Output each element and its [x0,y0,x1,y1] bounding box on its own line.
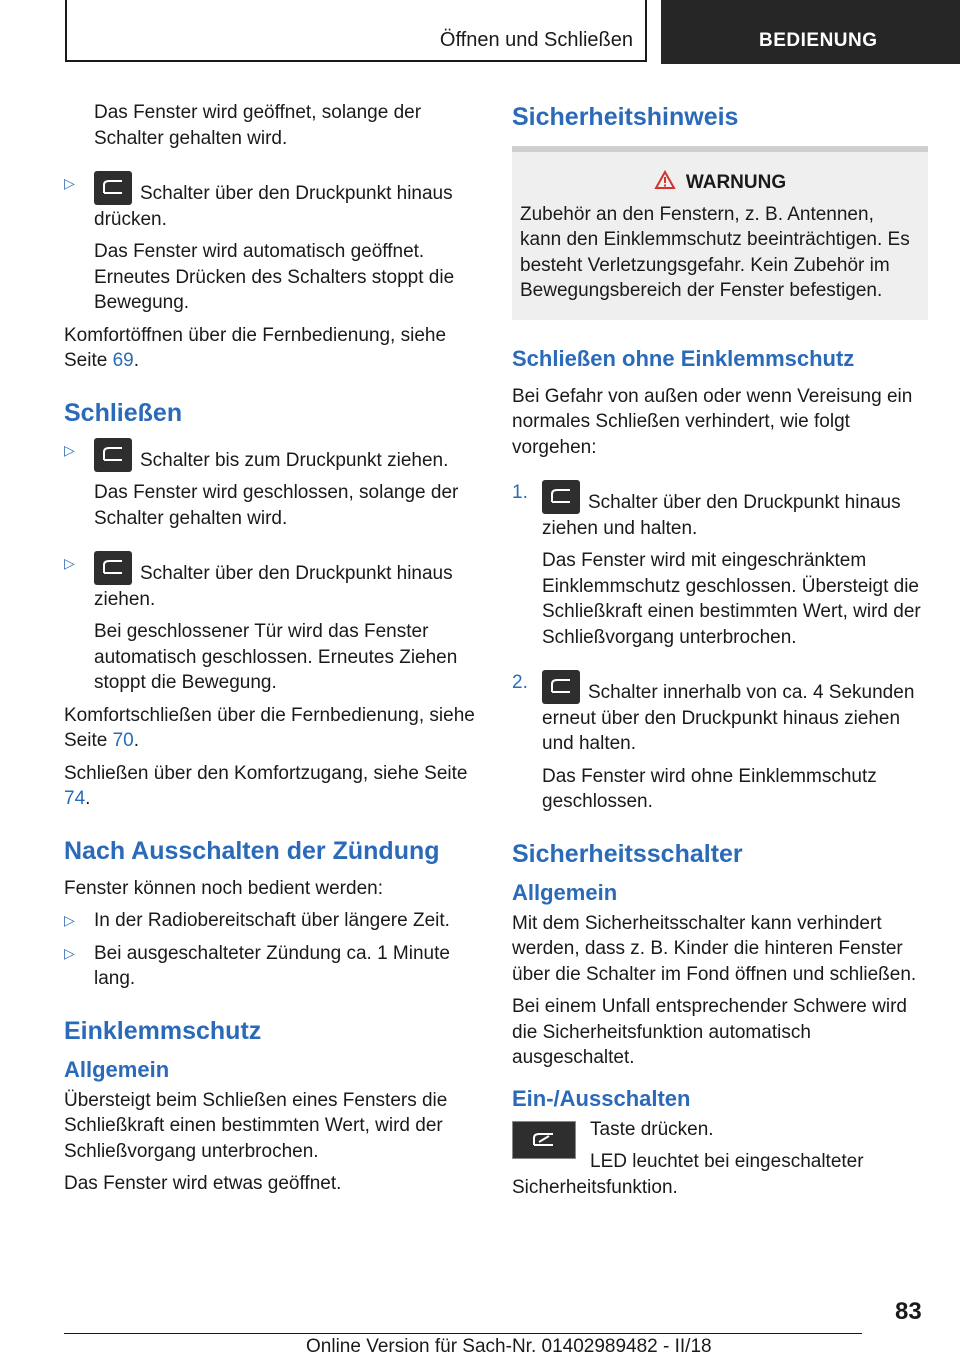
paragraph: Bei einem Unfall entsprechender Schwere wird die Sicherheitsfunktion automatisch ausgeschaltet. [512,996,907,1068]
list-item [64,171,480,232]
window-switch-icon [542,480,580,514]
window-switch-icon [94,551,132,585]
page-link[interactable]: 74 [64,788,86,809]
list-item-text: Schalter über den Druckpunkt hinaus drücken. [94,183,453,230]
paragraph: Taste drücken. [590,1118,714,1140]
triangle-bullet-icon: ▷ [64,441,75,458]
heading-sicherheitsschalter: Sicherheitsschalter [512,839,743,868]
komfort-open-text: Komfortöffnen über die Fernbedienung, siehe Seite [64,324,447,371]
paragraph: Komfortöffnen über die Fernbedienung, siehe Seite 69. [64,324,447,371]
window-switch-icon [94,438,132,472]
paragraph: Komfortschließen über die Fernbedienung, siehe Seite 70. [64,704,475,751]
list-item [512,670,928,757]
warning-text: Zubehör an den Fenstern, z. B. Antennen, kann den Einklemmschutz beeinträchtigen. Es besteht Verletzungsgefahr. Kein Zubehör im Bewegungsbereich der Fenster befestigen. [520,203,910,301]
paragraph: Das Fenster wird ohne Einklemmschutz geschlossen. [542,765,877,812]
paragraph: Das Fenster wird etwas geöffnet. [64,1173,342,1194]
warning-box [512,146,928,320]
paragraph: LED leuchtet bei eingeschalteter Sicherheitsfunktion. [512,1151,864,1198]
heading-schliessen: Schließen [64,398,183,427]
paragraph: Bei geschlossener Tür wird das Fenster automatisch geschlossen. Erneutes Ziehen stoppt die Bewegung. [94,621,458,693]
header-chapter [661,0,960,64]
triangle-bullet-icon: ▷ [64,175,75,191]
list-item-text: In der Radiobereitschaft über längere Zeit. [94,910,450,931]
list-item-text: Schalter über den Druckpunkt hinaus ziehen und halten. [542,492,901,539]
page-number: 83 [895,1298,922,1325]
right-column [512,100,928,1207]
paragraph: Fenster können noch bedient werden: [64,877,383,899]
page-link[interactable]: 70 [112,730,134,751]
paragraph: Das Fenster wird geschlossen, solange der Schalter gehalten wird. [94,482,459,529]
list-item [64,438,480,474]
paragraph: Das Fenster wird mit eingeschränktem Einklemmschutz geschlossen. Übersteigt die Schließkraft einen bestimmten Wert, wird der Schließvorgang unterbrochen. [542,550,921,648]
triangle-bullet-icon: ▷ [64,555,75,571]
paragraph: Das Fenster wird geöffnet, solange der Schalter gehalten wird. [94,102,422,149]
paragraph: Bei Gefahr von außen oder wenn Vereisung ein normales Schließen verhindert, wie folgt vorgehen: [512,385,913,458]
header-chapter-label: BEDIENUNG [759,30,878,51]
list-item-text: Schalter bis zum Druckpunkt ziehen. [140,449,449,471]
paragraph: Übersteigt beim Schließen eines Fensters die Schließkraft einen bestimmten Wert, wird der Schließvorgang unterbrochen. [64,1089,448,1162]
heading-sicherheitshinweis: Sicherheitshinweis [512,103,739,131]
heading-ein-ausschalten: Ein-/Ausschalten [512,1085,691,1111]
heading-allgemein: Allgemein [512,879,618,905]
paragraph: Mit dem Sicherheitsschalter kann verhindert werden, dass z. B. Kinder die hinteren Fenster über die Schalter im Fond öffnen und schließen. [512,912,917,985]
window-switch-icon [542,670,580,704]
triangle-bullet-icon: ▷ [64,944,75,961]
list-item-text: Schalter innerhalb von ca. 4 Sekunden erneut über den Druckpunkt hinaus ziehen und halten. [542,682,915,754]
footer-divider [64,1333,862,1334]
window-switch-icon [94,171,132,205]
left-column [64,100,480,1204]
list-item [64,941,480,992]
footer-version: Online Version für Sach-Nr. 01402989482 - II/18 [306,1336,712,1357]
komfort-close-text: Komfortschließen über die Fernbedienung, siehe Seite [64,704,475,751]
warning-title [520,170,920,196]
warning-triangle-icon [654,170,676,190]
safety-switch-button-icon [512,1121,576,1159]
triangle-bullet-icon: ▷ [64,912,75,928]
heading-ohne-einklemmschutz: Schließen ohne Einklemmschutz [512,345,855,371]
header-section-title: Öffnen und Schließen [65,0,647,62]
warning-title-text: WARNUNG [685,172,787,193]
heading-nach-ausschalten: Nach Ausschalten der Zündung [64,836,440,865]
page-link[interactable]: 69 [112,350,134,371]
heading-einklemmschutz: Einklemmschutz [64,1016,262,1045]
paragraph: Das Fenster wird automatisch geöffnet. Erneutes Drücken des Schalters stoppt die Bewegung. [94,241,455,313]
list-item [512,480,928,541]
komfortzugang-text: Schließen über den Komfortzugang, siehe Seite [64,762,468,784]
list-item-text: Schalter über den Druckpunkt hinaus ziehen. [94,563,453,610]
list-item-text: Bei ausgeschalteter Zündung ca. 1 Minute lang. [94,942,450,989]
heading-allgemein: Allgemein [64,1056,170,1082]
list-item [64,551,480,612]
paragraph: Schließen über den Komfortzugang, siehe Seite 74. [64,762,468,809]
list-item [64,908,480,934]
step-number: 2. [512,672,528,693]
step-number: 1. [512,482,528,503]
